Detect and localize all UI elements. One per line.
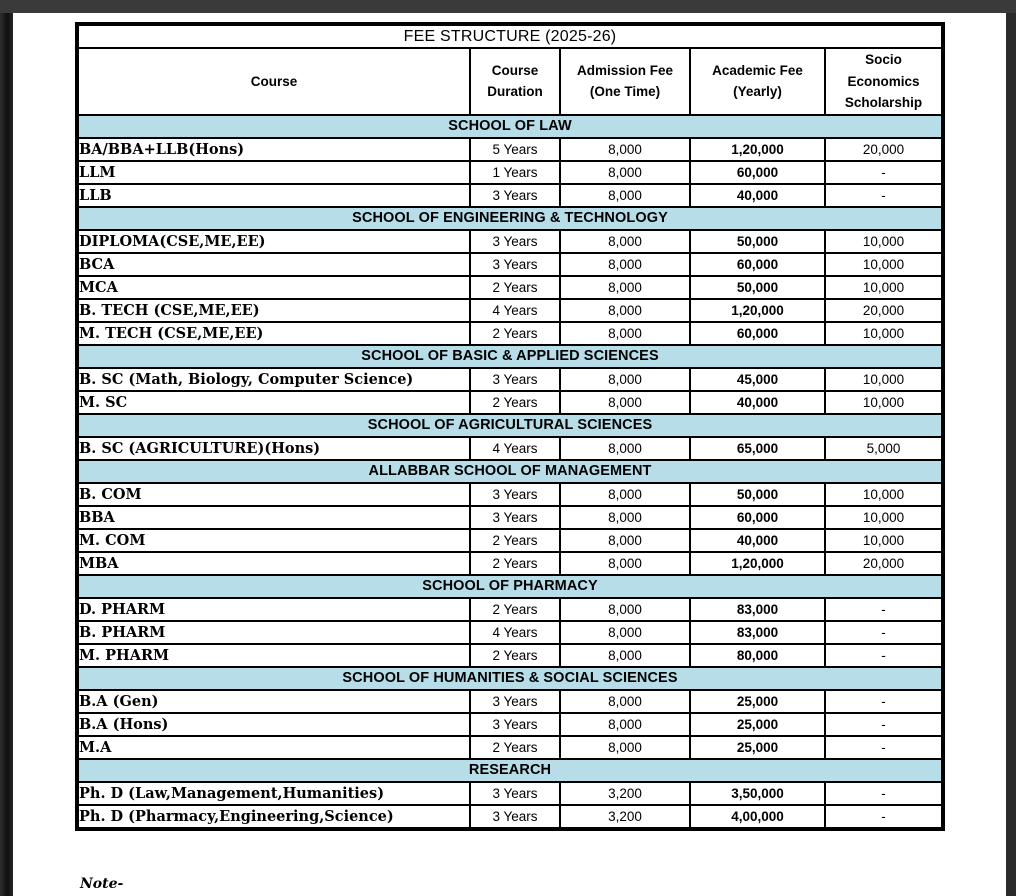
- cell-scholarship: -: [825, 690, 943, 713]
- course-row: [77, 299, 943, 322]
- section-row: [77, 667, 943, 690]
- cell-duration: 2 Years: [470, 529, 560, 552]
- course-row: [77, 184, 943, 207]
- course-row: [77, 713, 943, 736]
- cell-academic-fee: 50,000: [690, 483, 825, 506]
- cell-admission-fee: 3,200: [560, 782, 690, 805]
- cell-course: B.A (Gen): [77, 690, 470, 713]
- section-header: SCHOOL OF BASIC & APPLIED SCIENCES: [77, 345, 943, 368]
- course-row: [77, 552, 943, 575]
- cell-academic-fee: 40,000: [690, 391, 825, 414]
- cell-duration: 2 Years: [470, 276, 560, 299]
- cell-admission-fee: 8,000: [560, 276, 690, 299]
- cell-admission-fee: 8,000: [560, 644, 690, 667]
- section-row: [77, 759, 943, 782]
- cell-admission-fee: 8,000: [560, 713, 690, 736]
- cell-academic-fee: 45,000: [690, 368, 825, 391]
- fee-structure-table: [75, 22, 945, 831]
- course-row: [77, 736, 943, 759]
- cell-academic-fee: 83,000: [690, 621, 825, 644]
- cell-course: M. TECH (CSE,ME,EE): [77, 322, 470, 345]
- cell-duration: 3 Years: [470, 713, 560, 736]
- cell-scholarship: -: [825, 644, 943, 667]
- column-header-duration: Course Duration: [470, 48, 560, 115]
- cell-academic-fee: 50,000: [690, 276, 825, 299]
- course-row: [77, 598, 943, 621]
- cell-duration: 3 Years: [470, 690, 560, 713]
- cell-duration: 2 Years: [470, 736, 560, 759]
- cell-admission-fee: 8,000: [560, 690, 690, 713]
- cell-scholarship: -: [825, 621, 943, 644]
- cell-course: LLM: [77, 161, 470, 184]
- cell-scholarship: -: [825, 782, 943, 805]
- cell-duration: 2 Years: [470, 391, 560, 414]
- cell-duration: 2 Years: [470, 322, 560, 345]
- course-row: [77, 690, 943, 713]
- note-label: Note-: [80, 876, 124, 892]
- cell-course: B. PHARM: [77, 621, 470, 644]
- table-title-row: [77, 24, 943, 48]
- section-header: SCHOOL OF AGRICULTURAL SCIENCES: [77, 414, 943, 437]
- cell-scholarship: 10,000: [825, 529, 943, 552]
- course-row: [77, 138, 943, 161]
- cell-duration: 4 Years: [470, 621, 560, 644]
- course-row: [77, 322, 943, 345]
- cell-academic-fee: 60,000: [690, 253, 825, 276]
- cell-admission-fee: 8,000: [560, 253, 690, 276]
- fee-table-body: [77, 115, 943, 829]
- cell-admission-fee: 8,000: [560, 437, 690, 460]
- course-row: [77, 483, 943, 506]
- cell-duration: 4 Years: [470, 299, 560, 322]
- cell-scholarship: -: [825, 184, 943, 207]
- cell-duration: 3 Years: [470, 506, 560, 529]
- cell-course: M.A: [77, 736, 470, 759]
- section-row: [77, 460, 943, 483]
- section-header: ALLABBAR SCHOOL OF MANAGEMENT: [77, 460, 943, 483]
- table-title: FEE STRUCTURE (2025-26): [77, 24, 943, 48]
- cell-duration: 3 Years: [470, 368, 560, 391]
- cell-duration: 2 Years: [470, 598, 560, 621]
- cell-academic-fee: 60,000: [690, 161, 825, 184]
- cell-course: B. SC (AGRICULTURE)(Hons): [77, 437, 470, 460]
- cell-duration: 3 Years: [470, 483, 560, 506]
- section-header: SCHOOL OF HUMANITIES & SOCIAL SCIENCES: [77, 667, 943, 690]
- cell-course: M. PHARM: [77, 644, 470, 667]
- cell-scholarship: -: [825, 713, 943, 736]
- cell-course: B.A (Hons): [77, 713, 470, 736]
- cell-duration: 3 Years: [470, 805, 560, 829]
- cell-academic-fee: 50,000: [690, 230, 825, 253]
- cell-academic-fee: 25,000: [690, 736, 825, 759]
- section-header: SCHOOL OF PHARMACY: [77, 575, 943, 598]
- course-row: [77, 621, 943, 644]
- cell-scholarship: -: [825, 805, 943, 829]
- viewer-chrome-right: [1006, 13, 1016, 896]
- cell-duration: 2 Years: [470, 552, 560, 575]
- cell-admission-fee: 8,000: [560, 736, 690, 759]
- cell-scholarship: 10,000: [825, 483, 943, 506]
- column-header-academic-fee: Academic Fee (Yearly): [690, 48, 825, 115]
- cell-academic-fee: 25,000: [690, 713, 825, 736]
- cell-academic-fee: 40,000: [690, 529, 825, 552]
- cell-scholarship: -: [825, 161, 943, 184]
- cell-course: DIPLOMA(CSE,ME,EE): [77, 230, 470, 253]
- section-header: RESEARCH: [77, 759, 943, 782]
- cell-academic-fee: 1,20,000: [690, 299, 825, 322]
- course-row: [77, 276, 943, 299]
- course-row: [77, 782, 943, 805]
- section-row: [77, 575, 943, 598]
- cell-scholarship: 5,000: [825, 437, 943, 460]
- cell-scholarship: -: [825, 598, 943, 621]
- cell-academic-fee: 80,000: [690, 644, 825, 667]
- column-header-row: [77, 48, 943, 115]
- course-row: [77, 368, 943, 391]
- cell-academic-fee: 40,000: [690, 184, 825, 207]
- cell-duration: 3 Years: [470, 253, 560, 276]
- viewer-chrome-left: [0, 13, 13, 896]
- course-row: [77, 805, 943, 829]
- cell-scholarship: 10,000: [825, 368, 943, 391]
- cell-admission-fee: 8,000: [560, 391, 690, 414]
- section-row: [77, 345, 943, 368]
- cell-admission-fee: 8,000: [560, 529, 690, 552]
- cell-course: MCA: [77, 276, 470, 299]
- cell-duration: 3 Years: [470, 230, 560, 253]
- cell-course: Ph. D (Pharmacy,Engineering,Science): [77, 805, 470, 829]
- cell-admission-fee: 3,200: [560, 805, 690, 829]
- cell-scholarship: 20,000: [825, 552, 943, 575]
- cell-admission-fee: 8,000: [560, 621, 690, 644]
- cell-course: Ph. D (Law,Management,Humanities): [77, 782, 470, 805]
- course-row: [77, 437, 943, 460]
- cell-duration: 3 Years: [470, 184, 560, 207]
- section-row: [77, 115, 943, 138]
- cell-scholarship: 20,000: [825, 138, 943, 161]
- cell-academic-fee: 25,000: [690, 690, 825, 713]
- section-header: SCHOOL OF LAW: [77, 115, 943, 138]
- cell-course: D. PHARM: [77, 598, 470, 621]
- section-row: [77, 207, 943, 230]
- cell-course: B. TECH (CSE,ME,EE): [77, 299, 470, 322]
- cell-scholarship: -: [825, 736, 943, 759]
- column-header-admission-fee: Admission Fee (One Time): [560, 48, 690, 115]
- cell-course: M. SC: [77, 391, 470, 414]
- viewer-chrome-top: [0, 0, 1016, 13]
- course-row: [77, 161, 943, 184]
- cell-scholarship: 10,000: [825, 253, 943, 276]
- section-row: [77, 414, 943, 437]
- cell-admission-fee: 8,000: [560, 598, 690, 621]
- course-row: [77, 391, 943, 414]
- cell-scholarship: 10,000: [825, 322, 943, 345]
- cell-scholarship: 10,000: [825, 391, 943, 414]
- cell-scholarship: 20,000: [825, 299, 943, 322]
- cell-academic-fee: 1,20,000: [690, 138, 825, 161]
- cell-course: LLB: [77, 184, 470, 207]
- course-row: [77, 529, 943, 552]
- cell-admission-fee: 8,000: [560, 552, 690, 575]
- cell-academic-fee: 4,00,000: [690, 805, 825, 829]
- cell-course: BCA: [77, 253, 470, 276]
- course-row: [77, 506, 943, 529]
- cell-duration: 1 Years: [470, 161, 560, 184]
- cell-admission-fee: 8,000: [560, 322, 690, 345]
- cell-course: BBA: [77, 506, 470, 529]
- cell-admission-fee: 8,000: [560, 506, 690, 529]
- cell-scholarship: 10,000: [825, 230, 943, 253]
- cell-course: B. SC (Math, Biology, Computer Science): [77, 368, 470, 391]
- cell-admission-fee: 8,000: [560, 368, 690, 391]
- column-header-scholarship: Socio Economics Scholarship: [825, 48, 943, 115]
- cell-course: M. COM: [77, 529, 470, 552]
- cell-scholarship: 10,000: [825, 506, 943, 529]
- course-row: [77, 644, 943, 667]
- cell-academic-fee: 83,000: [690, 598, 825, 621]
- cell-scholarship: 10,000: [825, 276, 943, 299]
- cell-course: MBA: [77, 552, 470, 575]
- cell-academic-fee: 60,000: [690, 322, 825, 345]
- cell-admission-fee: 8,000: [560, 483, 690, 506]
- cell-admission-fee: 8,000: [560, 184, 690, 207]
- cell-academic-fee: 65,000: [690, 437, 825, 460]
- cell-academic-fee: 60,000: [690, 506, 825, 529]
- cell-academic-fee: 1,20,000: [690, 552, 825, 575]
- column-header-course: Course: [77, 48, 470, 115]
- cell-course: B. COM: [77, 483, 470, 506]
- course-row: [77, 230, 943, 253]
- cell-duration: 2 Years: [470, 644, 560, 667]
- cell-duration: 5 Years: [470, 138, 560, 161]
- cell-academic-fee: 3,50,000: [690, 782, 825, 805]
- cell-duration: 3 Years: [470, 782, 560, 805]
- cell-admission-fee: 8,000: [560, 299, 690, 322]
- cell-duration: 4 Years: [470, 437, 560, 460]
- course-row: [77, 253, 943, 276]
- cell-admission-fee: 8,000: [560, 230, 690, 253]
- cell-admission-fee: 8,000: [560, 138, 690, 161]
- section-header: SCHOOL OF ENGINEERING & TECHNOLOGY: [77, 207, 943, 230]
- cell-course: BA/BBA+LLB(Hons): [77, 138, 470, 161]
- cell-admission-fee: 8,000: [560, 161, 690, 184]
